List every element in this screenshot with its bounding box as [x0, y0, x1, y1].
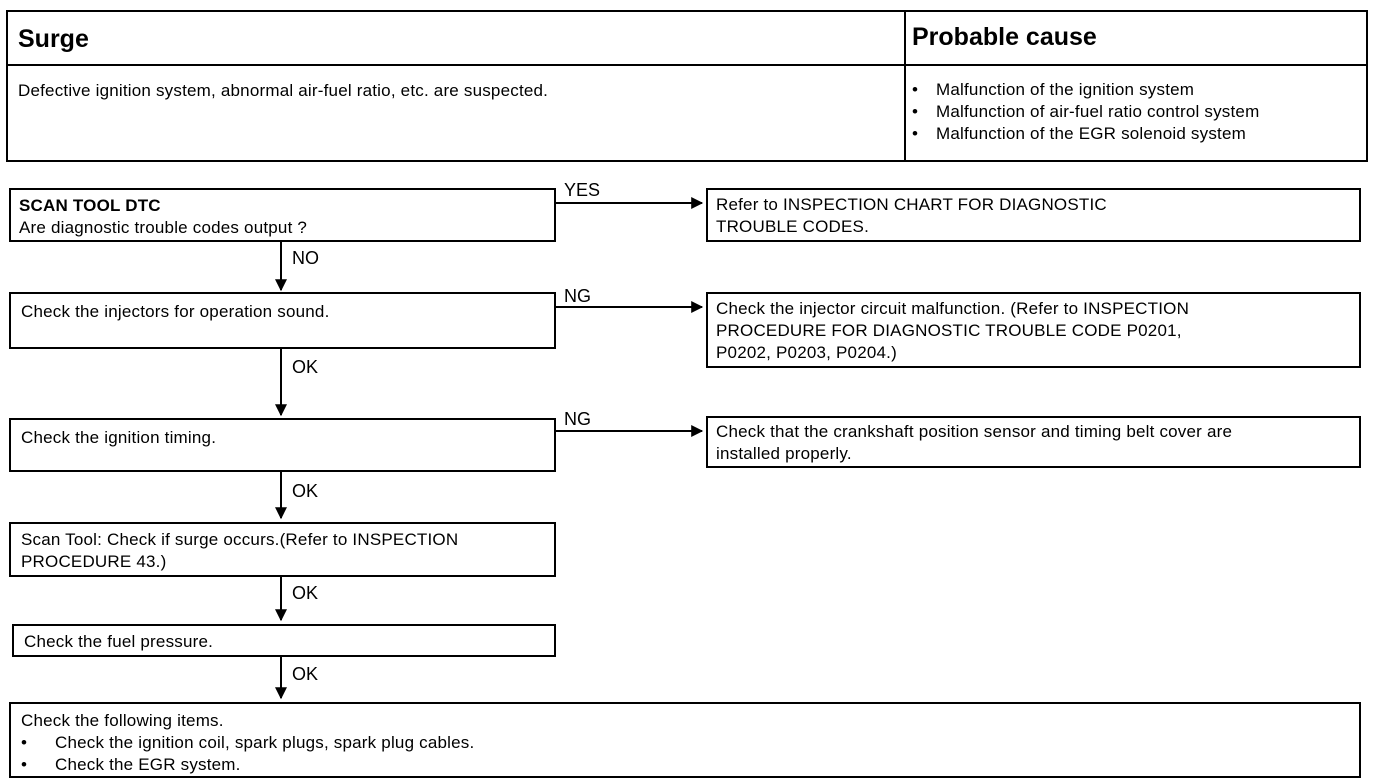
step-scan-surge-line2: PROCEDURE 43.)	[21, 552, 167, 571]
step-fuel-pressure-text: Check the fuel pressure.	[24, 632, 214, 651]
result-injector-ng-line1: Check the injector circuit malfunction. (Refer to INSPECTION	[716, 299, 1190, 318]
label-ok-fuel: OK	[292, 664, 319, 684]
label-yes: YES	[564, 180, 601, 200]
step-scan-surge	[9, 522, 556, 577]
label-no: NO	[292, 248, 319, 268]
result-dtc-yes-line1: Refer to INSPECTION CHART FOR DIAGNOSTIC	[716, 195, 1107, 214]
label-ng-timing: NG	[564, 409, 591, 429]
result-dtc-yes-line2: TROUBLE CODES.	[716, 217, 869, 236]
step-injectors	[9, 292, 556, 349]
step-ignition-timing	[9, 418, 556, 472]
step-scan-surge-line1: Scan Tool: Check if surge occurs.(Refer to INSPECTION	[21, 530, 459, 549]
label-ng-injectors: NG	[564, 286, 591, 306]
step-check-following-title: Check the following items.	[21, 711, 224, 730]
step-scan-tool-dtc-title: SCAN TOOL DTC	[19, 196, 161, 215]
cause-item: • Malfunction of the EGR solenoid system	[912, 124, 1246, 143]
result-timing-ng-line2: installed properly.	[716, 444, 852, 463]
step-ignition-timing-text: Check the ignition timing.	[21, 428, 217, 447]
step-scan-tool-dtc	[9, 188, 556, 242]
step-check-following	[9, 702, 1361, 778]
result-timing-ng	[706, 416, 1361, 468]
cause-item: • Malfunction of air-fuel ratio control system	[912, 102, 1260, 121]
label-ok-timing: OK	[292, 481, 319, 501]
result-injector-ng-line2: PROCEDURE FOR DIAGNOSTIC TROUBLE CODE P0201,	[716, 321, 1182, 340]
result-timing-ng-line1: Check that the crankshaft position sensor and timing belt cover are	[716, 422, 1233, 441]
label-ok-injectors: OK	[292, 357, 319, 377]
step-scan-tool-dtc-question: Are diagnostic trouble codes output ?	[19, 218, 308, 237]
probable-cause-title: Probable cause	[912, 23, 1097, 51]
step-fuel-pressure	[12, 624, 556, 657]
cause-item: • Malfunction of the ignition system	[912, 80, 1195, 99]
list-item: • Check the EGR system.	[21, 755, 241, 774]
step-injectors-text: Check the injectors for operation sound.	[21, 302, 330, 321]
result-dtc-yes	[706, 188, 1361, 242]
list-item: • Check the ignition coil, spark plugs, spark plug cables.	[21, 733, 475, 752]
symptom-description: Defective ignition system, abnormal air-fuel ratio, etc. are suspected.	[18, 81, 549, 100]
result-injector-ng-line3: P0202, P0203, P0204.)	[716, 343, 897, 362]
label-ok-surge: OK	[292, 583, 319, 603]
result-injector-ng	[706, 292, 1361, 368]
symptom-title: Surge	[18, 25, 89, 53]
